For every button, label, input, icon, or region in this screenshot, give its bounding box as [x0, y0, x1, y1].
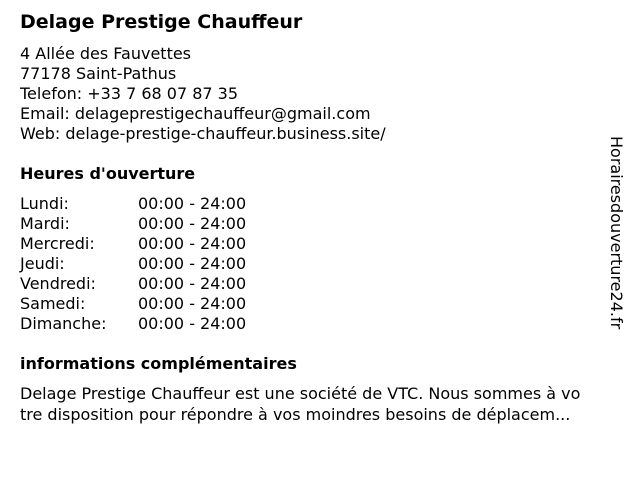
hours-row-friday: [20, 274, 280, 294]
business-name: Delage Prestige Chauffeur: [20, 11, 303, 33]
contact-block: [20, 44, 386, 144]
day-label: Dimanche:: [20, 314, 107, 333]
address-line-2: 77178 Saint-Pathus: [20, 64, 177, 83]
hours-row-sunday: [20, 314, 280, 334]
hours-row-thursday: [20, 254, 280, 274]
time-range: 00:00 - 24:00: [138, 294, 247, 313]
time-range: 00:00 - 24:00: [138, 254, 247, 273]
hours-row-tuesday: [20, 214, 280, 234]
time-range: 00:00 - 24:00: [138, 214, 247, 233]
hours-row-monday: [20, 194, 280, 214]
day-label: Samedi:: [20, 294, 86, 313]
site-watermark: Horairesdouverture24.fr: [607, 136, 626, 330]
time-range: 00:00 - 24:00: [138, 274, 247, 293]
time-range: 00:00 - 24:00: [138, 194, 247, 213]
day-label: Mercredi:: [20, 234, 95, 253]
day-label: Mardi:: [20, 214, 70, 233]
day-label: Lundi:: [20, 194, 69, 213]
time-range: 00:00 - 24:00: [138, 234, 247, 253]
info-line-2: tre disposition pour répondre à vos moindres besoins de déplacem...: [20, 405, 571, 424]
info-description: [20, 383, 632, 425]
hours-row-wednesday: [20, 234, 280, 254]
hours-heading: Heures d'ouverture: [20, 164, 196, 183]
website: Web: delage-prestige-chauffeur.business.site/: [20, 124, 386, 143]
info-heading: informations complémentaires: [20, 354, 297, 373]
day-label: Vendredi:: [20, 274, 96, 293]
address-line-1: 4 Allée des Fauvettes: [20, 44, 192, 63]
time-range: 00:00 - 24:00: [138, 314, 247, 333]
hours-table: [20, 194, 280, 334]
email-address: Email: delageprestigechauffeur@gmail.com: [20, 104, 371, 123]
day-label: Jeudi:: [20, 254, 65, 273]
hours-row-saturday: [20, 294, 280, 314]
phone-number: Telefon: +33 7 68 07 87 35: [20, 84, 239, 103]
info-line-1: Delage Prestige Chauffeur est une société de VTC. Nous sommes à vo: [20, 384, 581, 403]
